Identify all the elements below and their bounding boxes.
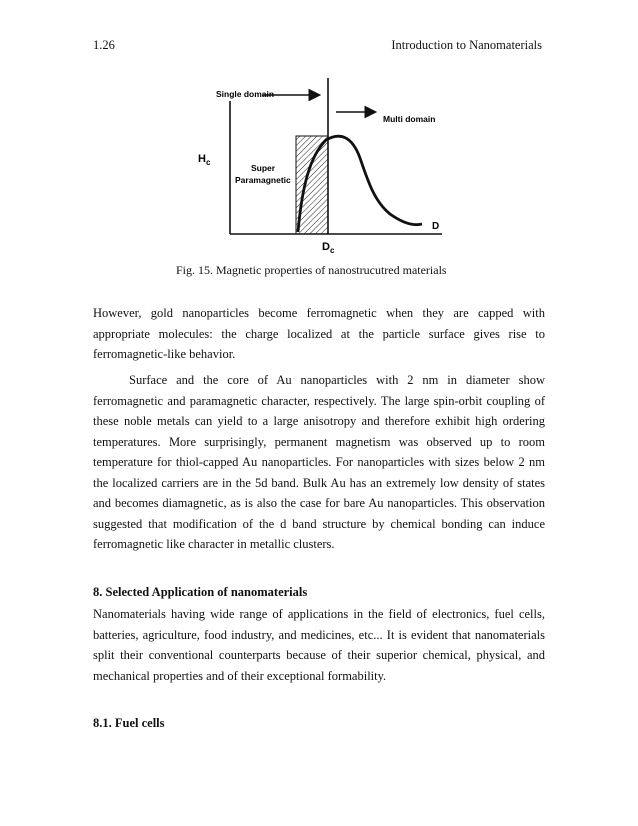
dc-axis-label-subscript: c	[329, 246, 335, 255]
multi-domain-label: Multi domain	[383, 114, 436, 124]
hatched-region	[296, 136, 328, 234]
dc-axis-label	[322, 241, 335, 255]
paragraph-au-core-surface: Surface and the core of Au nanoparticles with 2 nm in diameter show ferromagnetic and paramagnetic character, respectively. The large spin-orbit coupling of these noble metals can yield to a large anisotropy and therefore exhibit high ordering temperatures. More surprisingly, permanent magnetism was observed up to room temperature for thiol-capped Au nanoparticles. For nanoparticles with sizes below 2 nm the localized carriers are in the 5d band. Bulk Au has an extremely low density of states and becomes diamagnetic, as is also the case for bare Au nanoparticles. This observation suggested that modification of the d band structure by chemical bonding can induce ferromagnetic like character in metallic clusters.	[93, 373, 545, 551]
subsection-heading-fuel-cells: 8.1. Fuel cells	[93, 716, 165, 730]
page-number: 1.26	[93, 38, 115, 52]
hc-axis-label-main: H	[198, 153, 206, 165]
paramagnetic-label: Paramagnetic	[235, 175, 291, 185]
paragraph-gold-ferromagnetic: However, gold nanoparticles become ferromagnetic when they are capped with appropriate molecules: the charge localized at the particle surface gives rise to ferromagnetic-like behavior.	[93, 306, 545, 361]
magnetic-properties-figure	[190, 76, 450, 256]
figure-caption: Fig. 15. Magnetic properties of nanostrucutred materials	[176, 263, 447, 277]
super-label: Super	[251, 163, 276, 173]
running-title: Introduction to Nanomaterials	[391, 38, 542, 52]
paragraph-applications: Nanomaterials having wide range of applications in the field of electronics, fuel cells, batteries, agriculture, food industry, and medicines, etc... It is evident that nanomaterials split their conventional counterparts because of their superior chemical, physical, and mechanical properties and of their exceptional formability.	[93, 607, 545, 683]
coercivity-diagram	[190, 76, 450, 256]
hc-axis-label-subscript: c	[205, 158, 211, 167]
section-heading-applications: 8. Selected Application of nanomaterials	[93, 585, 308, 599]
d-axis-label: D	[432, 221, 440, 232]
dc-axis-label-main: D	[322, 241, 330, 253]
single-domain-label: Single domain	[216, 89, 275, 99]
hc-axis-label	[198, 153, 211, 167]
